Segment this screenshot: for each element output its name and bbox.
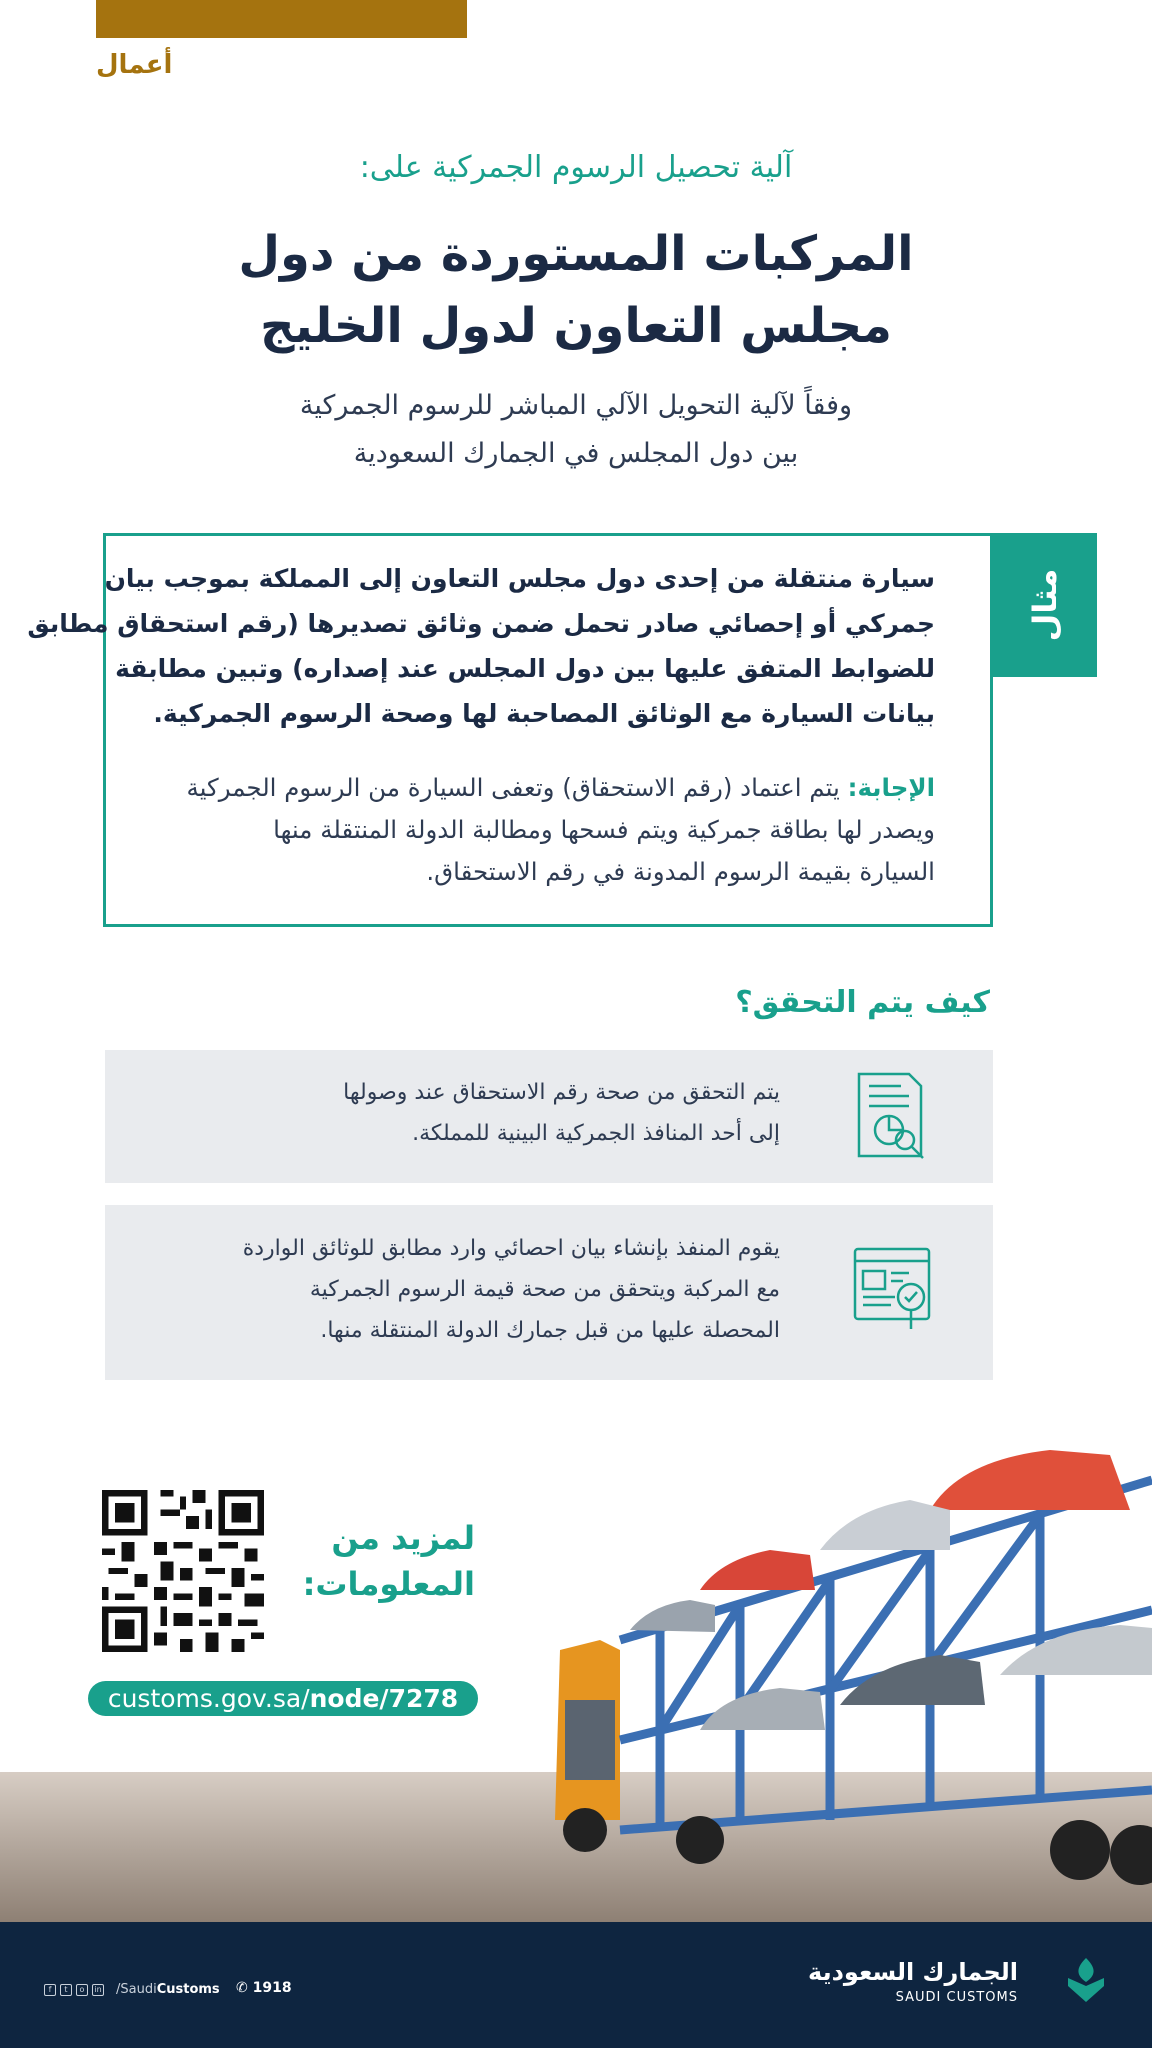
linkedin-icon[interactable]: in (92, 1984, 104, 1996)
info-url-link[interactable] (88, 1681, 478, 1716)
question-line: بيانات السيارة مع الوثائق المصاحبة لها وصحة الرسوم الجمركية. (153, 699, 935, 728)
handle-bold: Customs (156, 1982, 220, 1997)
top-accent-bar (96, 0, 467, 38)
step-line: يتم التحقق من صحة رقم الاستحقاق عند وصولها (343, 1080, 780, 1105)
example-tab-label: مثال (1026, 568, 1064, 642)
social-handle[interactable] (116, 1982, 220, 1997)
saudi-customs-emblem-icon (1064, 1956, 1108, 2004)
qr-code-icon[interactable] (102, 1490, 264, 1652)
verified-report-icon (851, 1245, 935, 1335)
page-subtitle (0, 382, 1152, 478)
verification-step (105, 1205, 993, 1380)
phone-number[interactable]: ✆ 1918 (236, 1980, 292, 1996)
title-line: مجلس التعاون لدول الخليج (260, 298, 892, 354)
title-line: المركبات المستوردة من دول (238, 226, 914, 282)
more-info-line: المعلومات: (302, 1565, 475, 1603)
intro-text: آلية تحصيل الرسوم الجمركية على: (359, 150, 793, 185)
step-text (180, 1228, 780, 1351)
url-bold: node/7278 (309, 1684, 459, 1713)
logo-english: SAUDI CUSTOMS (895, 1990, 1018, 2005)
handle-prefix: /Saudi (116, 1982, 157, 1997)
example-tab (993, 533, 1097, 677)
example-answer (105, 767, 935, 893)
section-label: أعمال (96, 50, 173, 80)
answer-line: ويصدر لها بطاقة جمركية ويتم فسحها ومطالبة الدولة المنتقلة منها (273, 815, 935, 844)
instagram-icon[interactable]: o (76, 1984, 88, 1996)
document-chart-icon (851, 1070, 935, 1160)
answer-text: يتم اعتماد (رقم الاستحقاق) وتعفى السيارة من الرسوم الجمركية (186, 773, 848, 802)
answer-label: الإجابة: (847, 773, 935, 802)
verification-step (105, 1050, 993, 1183)
verification-heading: كيف يتم التحقق؟ (735, 985, 990, 1020)
subtitle-line: بين دول المجلس في الجمارك السعودية (353, 438, 799, 469)
step-line: يقوم المنفذ بإنشاء بيان احصائي وارد مطابق للوثائق الواردة (242, 1236, 780, 1261)
more-info-line: لمزيد من (331, 1519, 475, 1557)
step-line: المحصلة عليها من قبل جمارك الدولة المنتقلة منها. (320, 1318, 780, 1343)
car-carrier-illustration (0, 1400, 1152, 1922)
answer-line (105, 767, 935, 809)
facebook-icon[interactable]: f (44, 1984, 56, 1996)
question-line: للضوابط المتفق عليها بين دول المجلس عند إصداره) وتبين مطابقة (115, 654, 935, 683)
page-title (0, 218, 1152, 362)
phone-text: 1918 (252, 1980, 292, 1996)
step-line: مع المركبة ويتحقق من صحة قيمة الرسوم الجمركية (309, 1277, 780, 1302)
logo-arabic: الجمارك السعودية (808, 1958, 1018, 1986)
example-question (27, 556, 935, 736)
twitter-icon[interactable]: t (60, 1984, 72, 1996)
answer-line: السيارة بقيمة الرسوم المدونة في رقم الاستحقاق. (426, 857, 935, 886)
more-info-label (300, 1515, 475, 1607)
url-prefix: customs.gov.sa/ (107, 1684, 310, 1713)
question-line: جمركي أو إحصائي صادر تحمل ضمن وثائق تصديرها (رقم استحقاق مطابق (27, 609, 935, 638)
step-text (180, 1072, 780, 1154)
step-line: إلى أحد المنافذ الجمركية البينية للمملكة. (412, 1121, 780, 1146)
subtitle-line: وفقاً لآلية التحويل الآلي المباشر للرسوم الجمركية (299, 390, 853, 421)
question-line: سيارة منتقلة من إحدى دول مجلس التعاون إلى المملكة بموجب بيان (104, 564, 935, 593)
